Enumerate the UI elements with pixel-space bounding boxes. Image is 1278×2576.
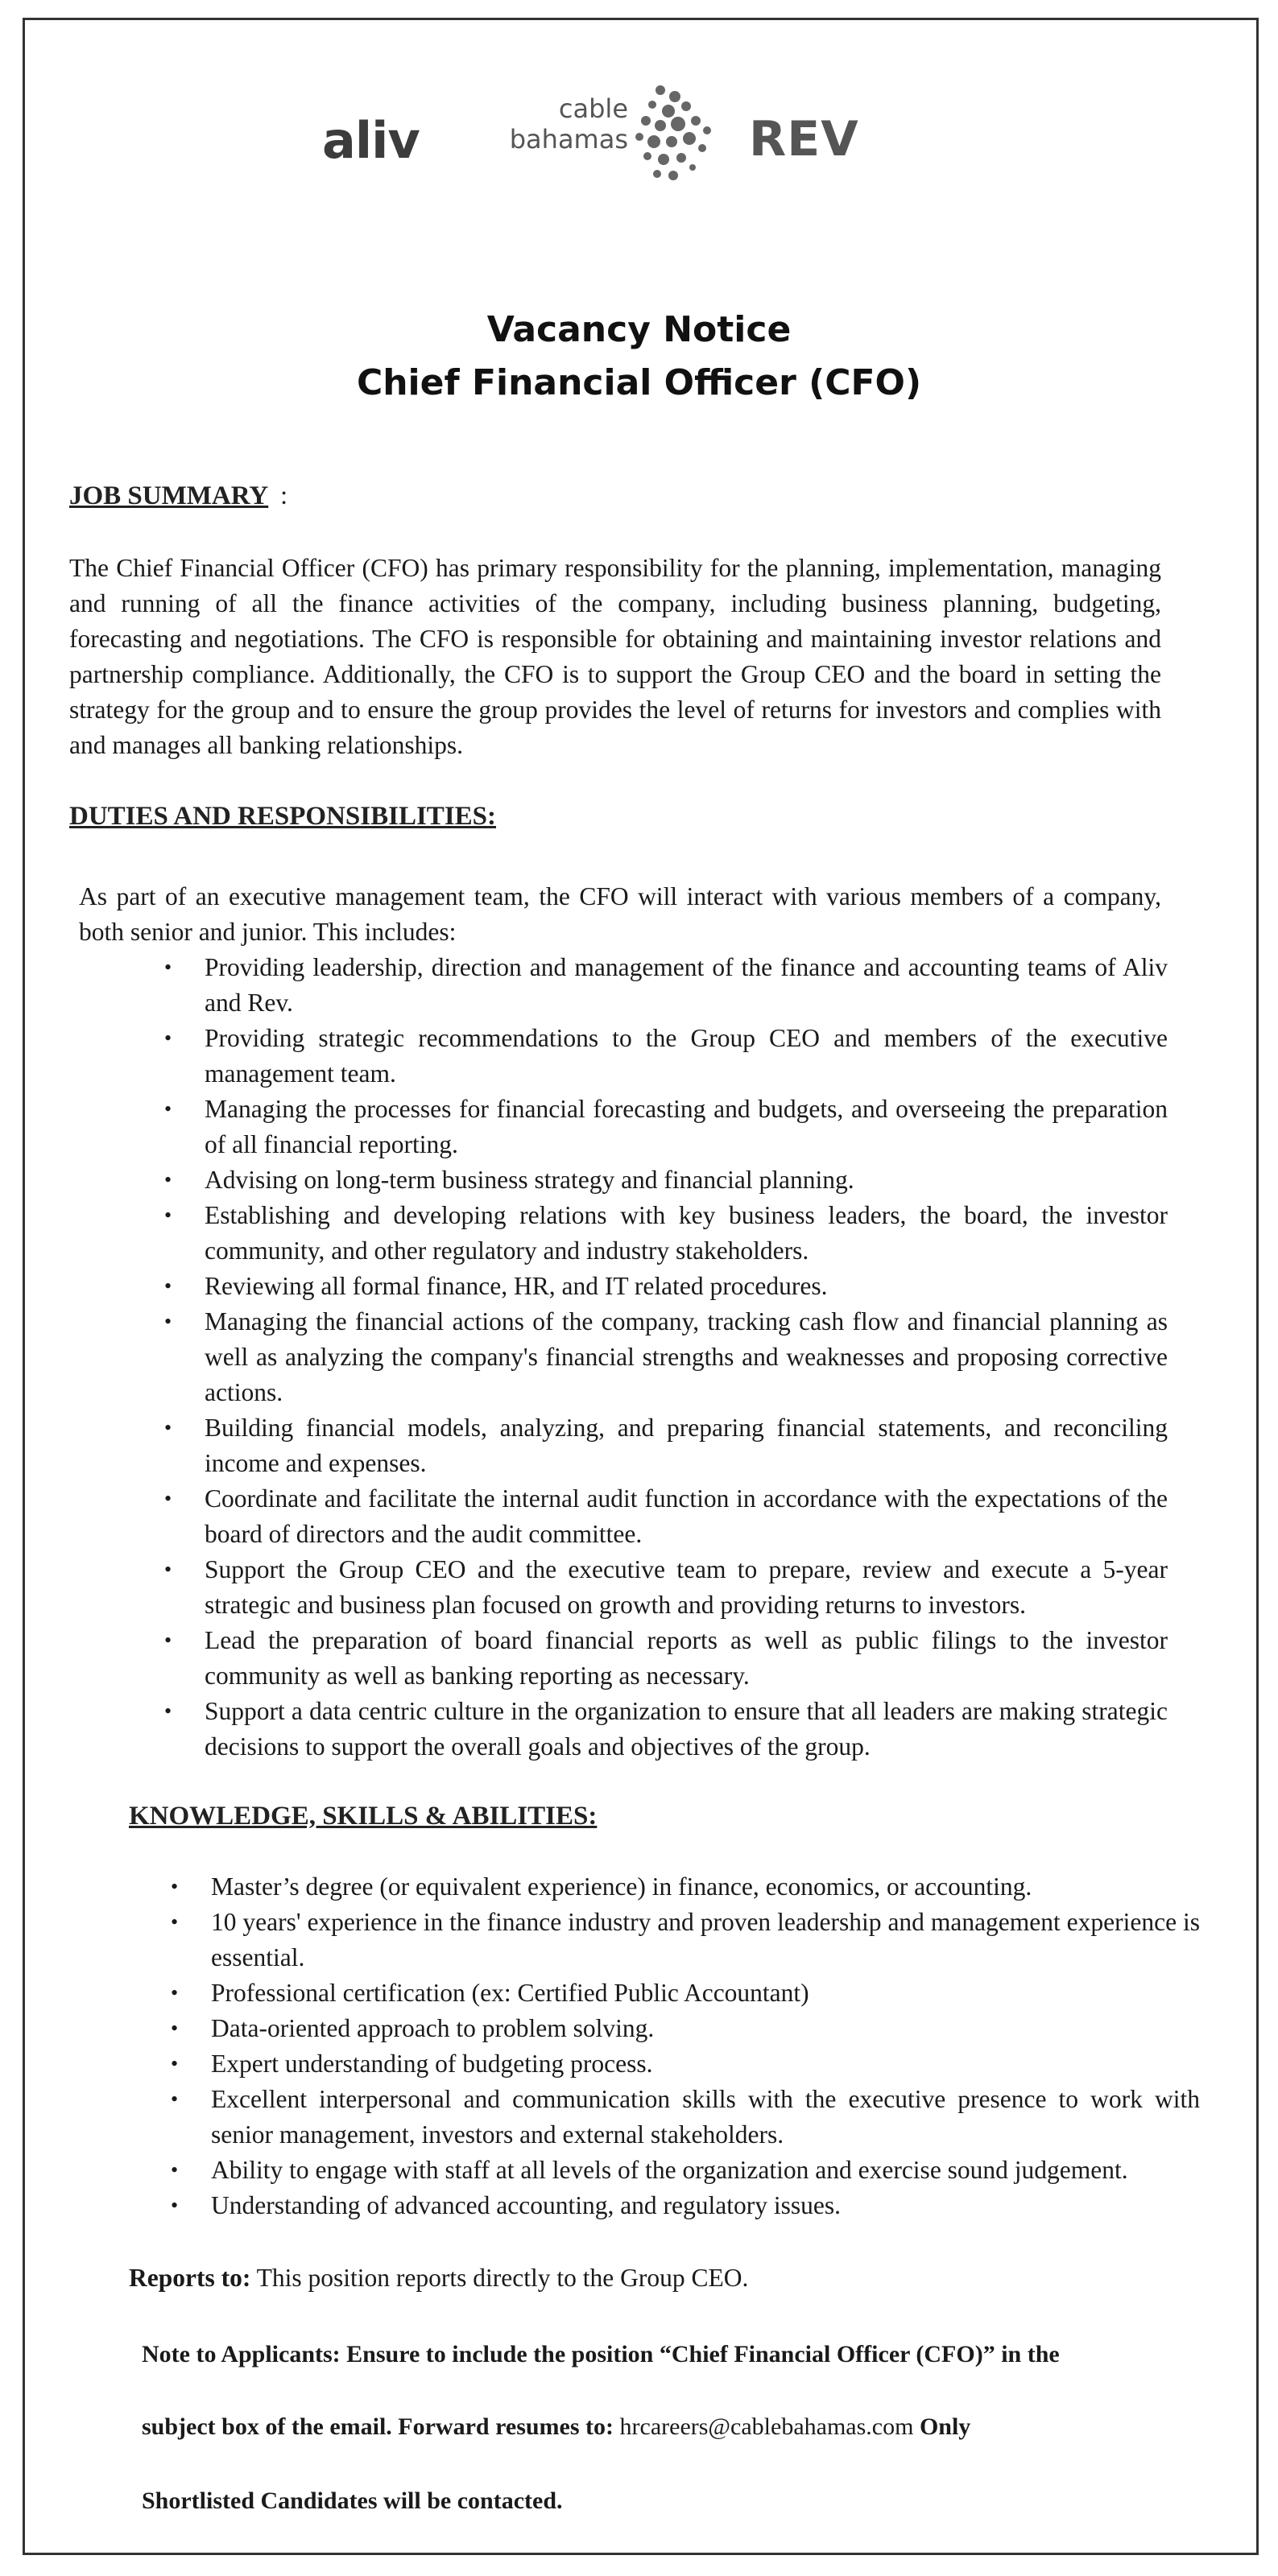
bullet-icon: • — [164, 1629, 172, 1652]
duty-item-text: Reviewing all formal finance, HR, and IT related procedures. — [205, 1272, 828, 1300]
bullet-icon: • — [164, 1203, 172, 1227]
skill-item-text: Excellent interpersonal and communication skills with the executive presence to work with senior management, investors and external stakeholders. — [211, 2085, 1200, 2149]
bullet-icon: • — [164, 1487, 172, 1510]
bullet-icon: • — [164, 956, 172, 979]
bullet-icon: • — [164, 1558, 172, 1581]
duty-item — [164, 1021, 1168, 1092]
note-line1: Note to Applicants: Ensure to include the position “Chief Financial Officer (CFO)” in the — [142, 2341, 1060, 2368]
duty-item-text: Coordinate and facilitate the internal audit function in accordance with the expectations of the board of directors and the audit committee. — [205, 1484, 1168, 1548]
page-subtitle: Chief Financial Officer (CFO) — [356, 362, 922, 403]
reports-to-text: This position reports directly to the Group CEO. — [256, 2264, 749, 2292]
bullet-icon: • — [171, 2194, 179, 2217]
duty-item-text: Establishing and developing relations with key business leaders, the board, the investor community, and other regulatory and industry stakeholders. — [205, 1201, 1168, 1265]
duties-heading: DUTIES AND RESPONSIBILITIES: — [69, 802, 497, 831]
bullet-icon: • — [171, 1981, 179, 2004]
duty-item-text: Support a data centric culture in the organization to ensure that all leaders are making strategic decisions to support the overall goals and objectives of the group. — [205, 1697, 1168, 1761]
reports-to-label: Reports to: — [129, 2264, 251, 2292]
duty-item — [164, 1410, 1168, 1481]
duties-intro: As part of an executive management team, the CFO will interact with various members of a company, both senior and junior. This includes: — [79, 882, 1161, 946]
skill-item — [171, 1905, 1200, 1975]
logo-bar — [322, 80, 886, 185]
reports-to — [129, 2264, 748, 2293]
aliv-logo: aliv — [322, 111, 420, 170]
skills-list — [171, 1869, 1200, 2223]
duty-item-text: Advising on long-term business strategy and financial planning. — [205, 1166, 854, 1194]
bullet-icon: • — [171, 2158, 179, 2182]
skill-item — [171, 1869, 1200, 1905]
job-summary-heading-wrap — [69, 481, 268, 511]
skill-item-text: Master’s degree (or equivalent experience) in finance, economics, or accounting. — [211, 1872, 1032, 1901]
skill-item — [171, 2082, 1200, 2153]
bullet-icon: • — [171, 2087, 179, 2111]
job-summary-heading: JOB SUMMARY — [69, 481, 269, 510]
cable-logo-line2: bahamas — [509, 124, 628, 155]
skill-item-text: 10 years' experience in the finance industry and proven leadership and management experience is essential. — [211, 1908, 1200, 1971]
duties-list — [164, 950, 1168, 1765]
bullet-icon: • — [164, 1310, 172, 1333]
duty-item-text: Providing leadership, direction and management of the finance and accounting teams of Aliv and Rev. — [205, 953, 1168, 1017]
duty-item — [164, 1623, 1168, 1694]
duty-item — [164, 1269, 1168, 1304]
skill-item — [171, 2153, 1200, 2188]
duty-item-text: Managing the financial actions of the company, tracking cash flow and financial planning as well as analyzing the company's financial strengths and weaknesses and proposing corrective actions. — [205, 1307, 1168, 1406]
bullet-icon: • — [164, 1699, 172, 1723]
duty-item-text: Building financial models, analyzing, and preparing financial statements, and reconciling income and expenses. — [205, 1414, 1168, 1477]
bullet-icon: • — [164, 1416, 172, 1439]
job-summary-colon: : — [280, 481, 288, 510]
duty-item-text: Managing the processes for financial forecasting and budgets, and overseeing the preparation of all financial reporting. — [205, 1095, 1168, 1158]
skill-item-text: Expert understanding of budgeting process. — [211, 2050, 653, 2078]
skill-item-text: Professional certification (ex: Certified Public Accountant) — [211, 1979, 809, 2007]
skill-item-text: Data-oriented approach to problem solving. — [211, 2014, 655, 2042]
note-line2 — [142, 2413, 970, 2441]
bullet-icon: • — [171, 1910, 179, 1934]
skill-item — [171, 1975, 1200, 2011]
bullet-icon: • — [171, 2017, 179, 2040]
skills-heading: KNOWLEDGE, SKILLS & ABILITIES: — [129, 1802, 598, 1831]
duty-item — [164, 1198, 1168, 1269]
skill-item — [171, 2046, 1200, 2082]
bullet-icon: • — [164, 1026, 172, 1050]
skill-item-text: Ability to engage with staff at all levels of the organization and exercise sound judgement. — [211, 2156, 1128, 2184]
bullet-icon: • — [164, 1274, 172, 1298]
duty-item — [164, 1552, 1168, 1623]
note-line2-suffix: Only — [919, 2413, 971, 2440]
duty-item-text: Lead the preparation of board financial reports as well as public filings to the investor community as well as banking reporting as necessary. — [205, 1626, 1168, 1690]
duty-item — [164, 950, 1168, 1021]
duty-item — [164, 1092, 1168, 1162]
cable-logo-line1: cable — [558, 93, 628, 124]
note-line3: Shortlisted Candidates will be contacted. — [142, 2487, 563, 2514]
duty-item — [164, 1481, 1168, 1552]
bullet-icon: • — [164, 1097, 172, 1121]
duty-item-text: Support the Group CEO and the executive team to prepare, review and execute a 5-year strategic and business plan focused on growth and providing returns to investors. — [205, 1555, 1168, 1619]
job-summary-text: The Chief Financial Officer (CFO) has primary responsibility for the planning, implementation, managing and running of all the finance activities of the company, including business planning, budgeting, forecasting and negotiations. The CFO is responsible for obtaining and maintaining investor relations and partnership compliance. Additionally, the CFO is to support the Group CEO and the board in setting the strategy for the group and to ensure the group provides the level of returns for investors and complies with and manages all banking relationships. — [69, 554, 1161, 759]
duty-item — [164, 1304, 1168, 1410]
note-line2-prefix: subject box of the email. Forward resumes to: — [142, 2413, 614, 2440]
page-title: Vacancy Notice — [486, 309, 792, 350]
cable-bahamas-dots-icon — [628, 80, 717, 185]
skill-item — [171, 2188, 1200, 2223]
skill-item-text: Understanding of advanced accounting, and regulatory issues. — [211, 2191, 842, 2219]
bullet-icon: • — [171, 1875, 179, 1898]
duty-item — [164, 1694, 1168, 1765]
bullet-icon: • — [164, 1168, 172, 1191]
duty-item-text: Providing strategic recommendations to the Group CEO and members of the executive management team. — [205, 1024, 1168, 1088]
duty-item — [164, 1162, 1168, 1198]
rev-logo: REV — [749, 111, 859, 167]
bullet-icon: • — [171, 2052, 179, 2075]
cable-bahamas-logo — [475, 93, 628, 155]
skill-item — [171, 2011, 1200, 2046]
email-link[interactable]: hrcareers@cablebahamas.com — [619, 2413, 914, 2440]
